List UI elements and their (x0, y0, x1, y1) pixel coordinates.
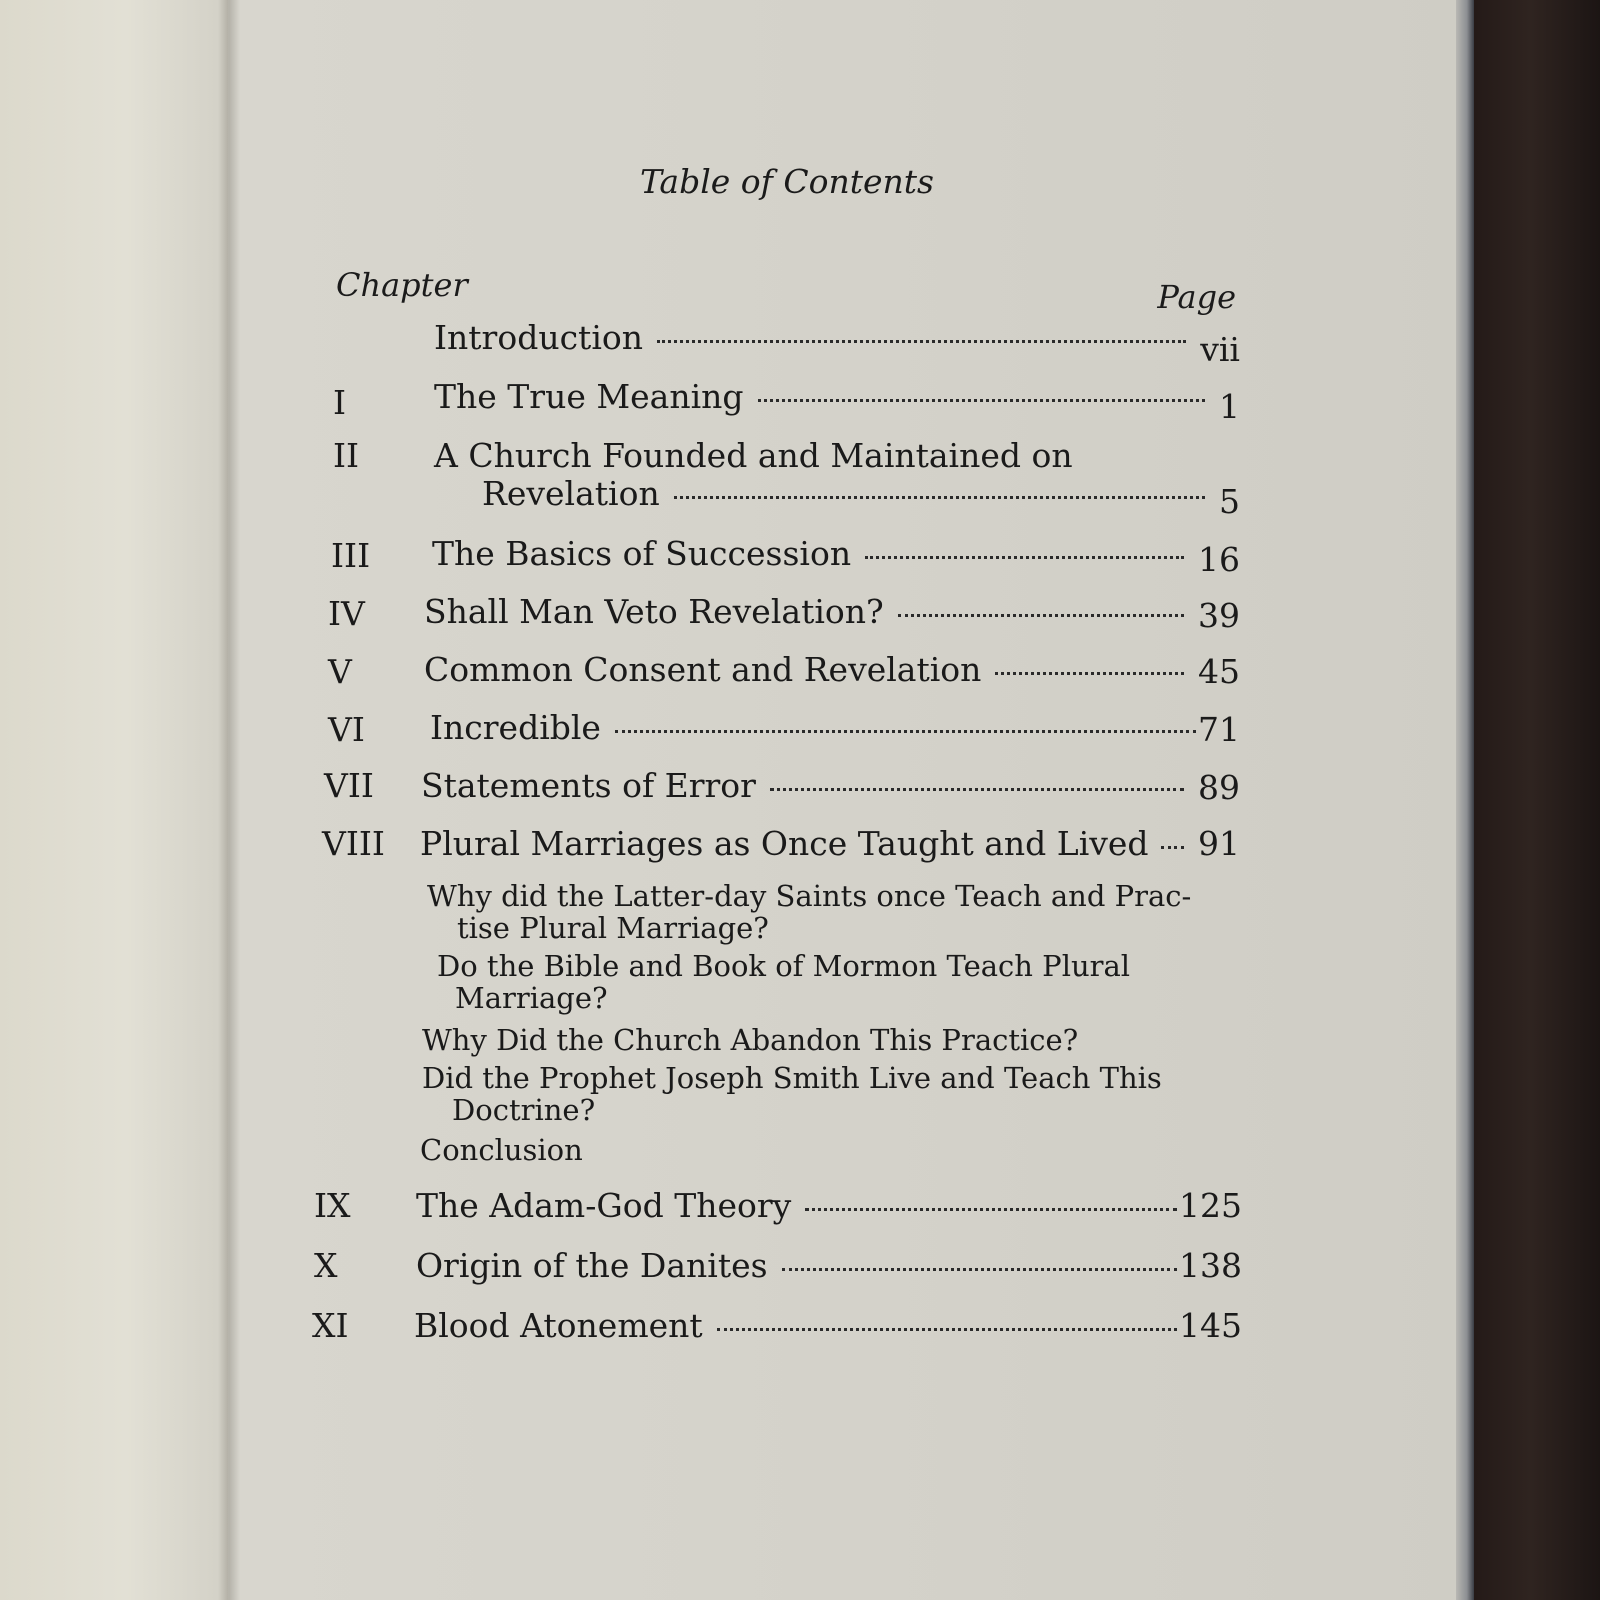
subsection-line: tise Plural Marriage? (457, 911, 769, 945)
dot-leader (717, 1328, 1177, 1331)
toc-entry-introduction[interactable] (0, 318, 1600, 369)
toc-entry-7[interactable] (0, 766, 1600, 812)
subsection-line: Marriage? (455, 981, 608, 1015)
subsection-line: Do the Bible and Book of Mormon Teach Plural (437, 949, 1131, 983)
entry-title: Introduction (434, 318, 643, 357)
toc-entry-6[interactable] (0, 708, 1600, 754)
subsection-line: Did the Prophet Joseph Smith Live and Teach This (422, 1061, 1162, 1095)
subsection-3[interactable] (422, 1024, 1078, 1056)
entry-page: 71 (1198, 710, 1240, 749)
subsection-4[interactable] (422, 1062, 1162, 1126)
chapter-number: X (314, 1246, 338, 1285)
dot-leader (995, 672, 1184, 675)
toc-entry-1[interactable] (0, 377, 1600, 426)
entry-page: 16 (1198, 540, 1240, 579)
subsection-1[interactable] (427, 880, 1191, 944)
toc-entry-11[interactable] (0, 1306, 1600, 1352)
entry-page: 145 (1179, 1306, 1242, 1345)
chapter-number: VIII (322, 824, 385, 863)
subsection-line: Doctrine? (452, 1093, 596, 1127)
chapter-number: II (333, 436, 360, 475)
entry-page: 138 (1179, 1246, 1242, 1285)
toc-entry-9[interactable] (0, 1186, 1600, 1232)
chapter-column-header: Chapter (336, 266, 468, 304)
entry-page: 5 (1219, 482, 1240, 521)
entry-title: Incredible (430, 708, 601, 747)
entry-page: vii (1200, 330, 1240, 369)
subsection-line: Why did the Latter-day Saints once Teach and Prac- (427, 879, 1192, 913)
chapter-number: V (328, 652, 352, 691)
chapter-number: IV (328, 594, 365, 633)
toc-entry-2[interactable] (0, 436, 1600, 526)
chapter-number: XI (312, 1306, 349, 1345)
chapter-number: VII (324, 766, 374, 805)
entry-title: The True Meaning (434, 377, 744, 416)
page-title: Table of Contents (639, 162, 934, 201)
toc-entry-5[interactable] (0, 650, 1600, 696)
toc-entry-10[interactable] (0, 1246, 1600, 1292)
dot-leader (770, 788, 1184, 791)
dot-leader (865, 556, 1184, 559)
entry-page: 45 (1198, 652, 1240, 691)
entry-title: Plural Marriages as Once Taught and Lived (420, 824, 1149, 863)
subsection-5[interactable] (420, 1134, 583, 1166)
entry-title: Common Consent and Revelation (424, 650, 982, 689)
chapter-number: VI (328, 710, 365, 749)
entry-title: A Church Founded and Maintained on (434, 436, 1073, 475)
entry-title: Shall Man Veto Revelation? (424, 592, 884, 631)
entry-page: 125 (1179, 1186, 1242, 1225)
chapter-number: I (333, 383, 347, 422)
entry-page: 89 (1198, 768, 1240, 807)
toc-entry-3[interactable] (0, 534, 1600, 580)
entry-page: 39 (1198, 596, 1240, 635)
toc-entry-4[interactable] (0, 592, 1600, 638)
entry-title-continued: Revelation (482, 474, 660, 513)
entry-title: The Basics of Succession (432, 534, 852, 573)
entry-title: Blood Atonement (414, 1306, 703, 1345)
subsection-line: Conclusion (420, 1133, 583, 1167)
page-column-header: Page (1157, 278, 1236, 316)
chapter-number: III (331, 536, 371, 575)
dot-leader (615, 730, 1196, 733)
subsection-line: Why Did the Church Abandon This Practice? (422, 1023, 1079, 1057)
dot-leader (758, 399, 1205, 402)
dot-leader (805, 1208, 1177, 1211)
entry-page: 91 (1198, 824, 1240, 863)
entry-title: Origin of the Danites (416, 1246, 768, 1285)
entry-title: Statements of Error (421, 766, 756, 805)
subsection-2[interactable] (437, 950, 1130, 1014)
dot-leader (674, 496, 1205, 499)
dot-leader (1161, 846, 1184, 849)
dot-leader (898, 614, 1184, 617)
entry-title: The Adam-God Theory (416, 1186, 792, 1225)
dot-leader (782, 1268, 1177, 1271)
dot-leader (657, 340, 1186, 343)
toc-entry-8[interactable] (0, 824, 1600, 870)
chapter-number: IX (314, 1186, 351, 1225)
entry-page: 1 (1219, 387, 1240, 426)
